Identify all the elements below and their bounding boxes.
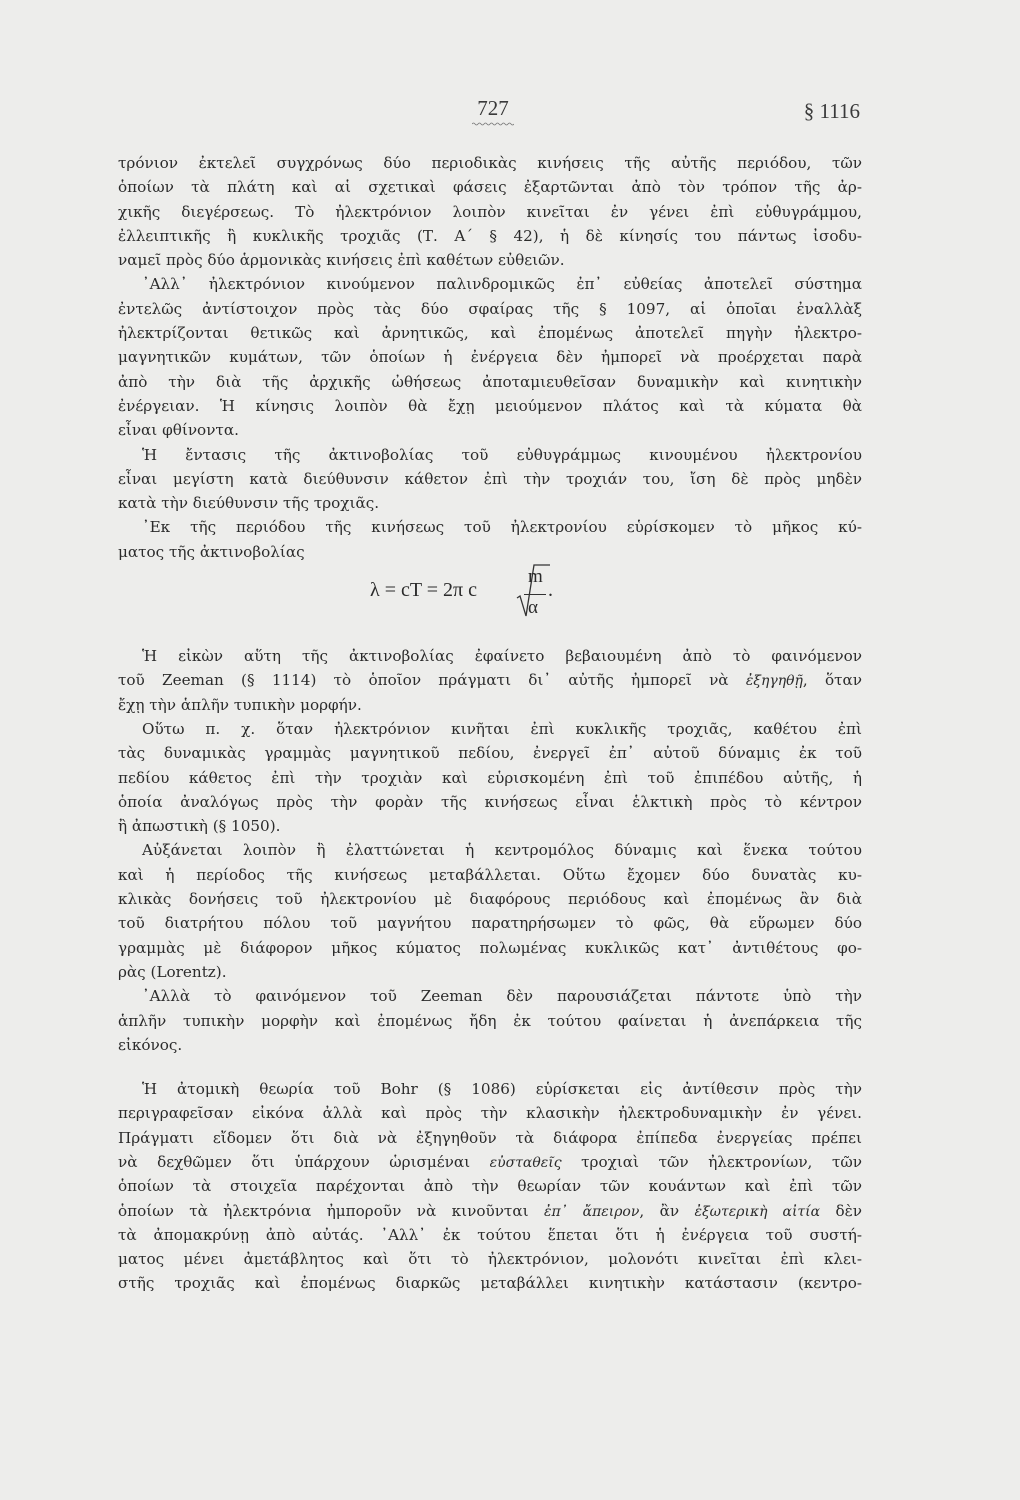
text-line: Ἡ εἰκὼν αὕτη τῆς ἀκτινοβολίας ἐφαίνετο βεβαιουμένη ἀπὸ τὸ φαινόμενον — [142, 647, 862, 666]
formula-denominator: α — [528, 597, 538, 619]
text-line: ἐνέργειαν. Ἡ κίνησις λοιπὸν θὰ ἔχῃ μειούμενον πλάτος καὶ τὰ κύματα θὰ — [118, 396, 862, 415]
paragraph — [118, 443, 862, 516]
text-line: Οὕτω π. χ. ὅταν ἠλεκτρόνιον κινῆται ἐπὶ κυκλικῆς τροχιᾶς, καθέτου ἐπὶ — [142, 719, 862, 738]
text-line: Αὐξάνεται λοιπὸν ἢ ἐλαττώνεται ἡ κεντρομόλος δύναμις καὶ ἕνεκα τούτου — [142, 841, 862, 860]
text-segment: νὰ δεχθῶμεν ὅτι ὑπάρχουν ὡρισμέναι — [118, 1152, 490, 1171]
text-line: τρόνιον ἐκτελεῖ συγχρόνως δύο περιοδικὰς κινήσεις τῆς αὐτῆς περιόδου, τῶν — [118, 154, 862, 172]
text-line: ματος μένει ἀμετάβλητος καὶ ὅτι τὸ ἠλεκτρόνιον, μολονότι κινεῖται ἐπὶ κλει- — [118, 1250, 862, 1269]
body-text — [118, 151, 862, 1296]
text-line: πεδίου κάθετος ἐπὶ τὴν τροχιὰν καὶ εὑρισκομένη ἐπὶ τοῦ ἐπιπέδου αὐτῆς, ἡ — [118, 768, 862, 787]
text-segment: δὲν — [820, 1201, 862, 1220]
text-line: ὁποία ἀναλόγως πρὸς τὴν φορὰν τῆς κινήσεως εἶναι ἑλκτικὴ πρὸς τὸ κέντρον — [118, 792, 862, 811]
text-line: γραμμὰς μὲ διάφορον μῆκος κύματος πολωμένας κυκλικῶς κατ᾿ ἀντιθέτους φο- — [118, 938, 862, 957]
text-line — [118, 668, 862, 692]
text-line: τὰ ἀπομακρύνῃ ἀπὸ αὐτάς. ᾿Αλλ᾿ ἐκ τούτου ἕπεται ὅτι ἡ ἐνέργεια τοῦ συστή- — [118, 1225, 862, 1244]
text-line: ᾿Αλλὰ τὸ φαινόμενον τοῦ Zeeman δὲν παρουσιάζεται πάντοτε ὑπὸ τὴν — [142, 987, 862, 1006]
text-line: ἐντελῶς ἀντίστοιχον πρὸς τὰς δύο σφαίρας τῆς § 1097, αἱ ὁποῖαι ἐναλλὰξ — [118, 299, 862, 318]
formula-period: . — [548, 579, 553, 602]
text-line: στῆς τροχιᾶς καὶ ἐπομένως διαρκῶς μεταβάλλει κινητικὴν κατάστασιν (κεντρο- — [118, 1274, 862, 1293]
paragraph — [118, 984, 862, 1057]
text-line: ρὰς (Lorentz). — [118, 962, 227, 981]
text-line: καὶ ἡ περίοδος τῆς κινήσεως μεταβάλλεται. Οὕτω ἔχομεν δύο δυνατὰς κυ- — [118, 865, 862, 884]
italic-text: ἐπ᾿ ἄπειρον — [543, 1203, 640, 1220]
text-line: ἔχῃ τὴν ἁπλῆν τυπικὴν μορφήν. — [118, 695, 362, 714]
text-line: ἀπὸ τὴν διὰ τῆς ἀρχικῆς ὠθήσεως ἀποταμιευθεῖσαν δυναμικὴν καὶ κινητικὴν — [118, 372, 862, 391]
paragraph — [118, 515, 862, 564]
text-line: ᾿Εκ τῆς περιόδου τῆς κινήσεως τοῦ ἠλεκτρονίου εὑρίσκομεν τὸ μῆκος κύ- — [142, 518, 862, 537]
text-line: ἢ ἀπωστικὴ (§ 1050). — [118, 817, 281, 836]
text-line: κατὰ τὴν διεύθυνσιν τῆς τροχιᾶς. — [118, 494, 380, 513]
text-line: Πράγματι εἴδομεν ὅτι διὰ νὰ ἐξηγηθοῦν τὰ διάφορα ἐπίπεδα ἐνεργείας πρέπει — [118, 1128, 862, 1147]
paragraph — [118, 644, 862, 717]
wavelength-formula — [118, 564, 862, 644]
paragraph — [118, 272, 862, 442]
text-line: περιγραφεῖσαν εἰκόνα ἀλλὰ καὶ πρὸς τὴν κλασικὴν ἠλεκτροδυναμικὴν ἐν γένει. — [118, 1104, 862, 1123]
page-number-ornament — [472, 122, 514, 126]
text-line: Ἡ ἀτομικὴ θεωρία τοῦ Bohr (§ 1086) εὑρίσκεται εἰς ἀντίθεσιν πρὸς τὴν — [142, 1080, 862, 1099]
italic-text: ἐξηγηθῇ — [745, 673, 803, 690]
paragraph — [118, 717, 862, 838]
text-segment: τοῦ Zeeman (§ 1114) τὸ ὁποῖον πράγματι δι᾿ αὐτῆς ἠμπορεῖ νὰ — [118, 671, 746, 690]
text-segment: ὁποίων τὰ ἠλεκτρόνια ἠμποροῦν νὰ κινοῦνται — [118, 1201, 544, 1220]
paragraph — [118, 151, 862, 272]
text-line: εἶναι φθίνοντα. — [118, 421, 239, 440]
italic-text: ἐξωτερικὴ αἰτία — [694, 1203, 821, 1220]
text-line: ἠλεκτρίζονται θετικῶς καὶ ἀρνητικῶς, καὶ ἐπομένως ἀποτελεῖ πηγὴν ἠλεκτρο- — [118, 324, 862, 343]
text-line — [118, 1199, 862, 1223]
text-segment: , ὅταν — [802, 671, 862, 690]
text-line: εἰκόνος. — [118, 1035, 183, 1054]
text-line: ὁποίων τὰ πλάτη καὶ αἱ σχετικαὶ φάσεις ἐξαρτῶνται ἀπὸ τὸν τρόπον τῆς ἀρ- — [118, 178, 862, 197]
text-line: ναμεῖ πρὸς δύο ἁρμονικὰς κινήσεις ἐπὶ καθέτων εὐθειῶν. — [118, 251, 565, 270]
text-line: Ἡ ἔντασις τῆς ἀκτινοβολίας τοῦ εὐθυγράμμως κινουμένου ἠλεκτρονίου — [142, 445, 862, 464]
text-line: κλικὰς δονήσεις τοῦ ἠλεκτρονίου μὲ διαφόρους περιόδους καὶ ἐπομένως ἂν διὰ — [118, 890, 862, 909]
page-number: 727 — [477, 96, 509, 120]
text-line: τὰς δυναμικὰς γραμμὰς μαγνητικοῦ πεδίου, ἐνεργεῖ ἐπ᾿ αὐτοῦ δύναμις ἐκ τοῦ — [118, 744, 862, 763]
text-line: ἁπλῆν τυπικὴν μορφὴν καὶ ἐπομένως ἤδη ἐκ τούτου φαίνεται ἡ ἀνεπάρκεια τῆς — [118, 1011, 862, 1030]
text-line: χικῆς διεγέρσεως. Τὸ ἠλεκτρόνιον λοιπὸν κινεῖται ἐν γένει ἐπὶ εὐθυγράμμου, — [118, 202, 862, 221]
italic-text: εὐσταθεῖς — [489, 1154, 562, 1171]
paragraph — [118, 838, 862, 984]
fraction-bar — [524, 594, 546, 595]
text-line: εἶναι μεγίστη κατὰ διεύθυνσιν κάθετον ἐπὶ τὴν τροχιάν του, ἴση δὲ πρὸς μηδὲν — [118, 469, 862, 488]
formula-lhs: λ = cT = 2π c — [370, 579, 477, 602]
text-line: μαγνητικῶν κυμάτων, τῶν ὁποίων ἡ ἐνέργεια δὲν ἠμπορεῖ νὰ προέρχεται παρὰ — [118, 348, 862, 367]
text-segment: τροχιαὶ τῶν ἠλεκτρονίων, τῶν — [561, 1152, 862, 1171]
text-line: ἐλλειπτικῆς ἢ κυκλικῆς τροχιᾶς (Τ. Α΄ § 42), ἡ δὲ κίνησίς του πάντως ἰσοδυ- — [118, 226, 862, 245]
text-line: ὁποίων τὰ στοιχεῖα παρέχονται ἀπὸ τὴν θεωρίαν τῶν κουάντων καὶ ἐπὶ τῶν — [118, 1177, 862, 1196]
text-line: ᾿Αλλ᾿ ἠλεκτρόνιον κινούμενον παλινδρομικῶς ἐπ᾿ εὐθείας ἀποτελεῖ σύστημα — [142, 275, 862, 294]
paragraph — [118, 1077, 862, 1296]
section-reference: § 1116 — [803, 99, 860, 123]
text-segment: , ἂν — [639, 1201, 695, 1220]
text-line — [118, 1150, 862, 1174]
text-line: ματος τῆς ἀκτινοβολίας — [118, 542, 305, 561]
formula-numerator: m — [528, 566, 543, 588]
text-line: τοῦ διατρήτου πόλου τοῦ μαγνήτου παρατηρήσωμεν τὸ φῶς, θὰ εὕρωμεν δύο — [118, 914, 862, 933]
